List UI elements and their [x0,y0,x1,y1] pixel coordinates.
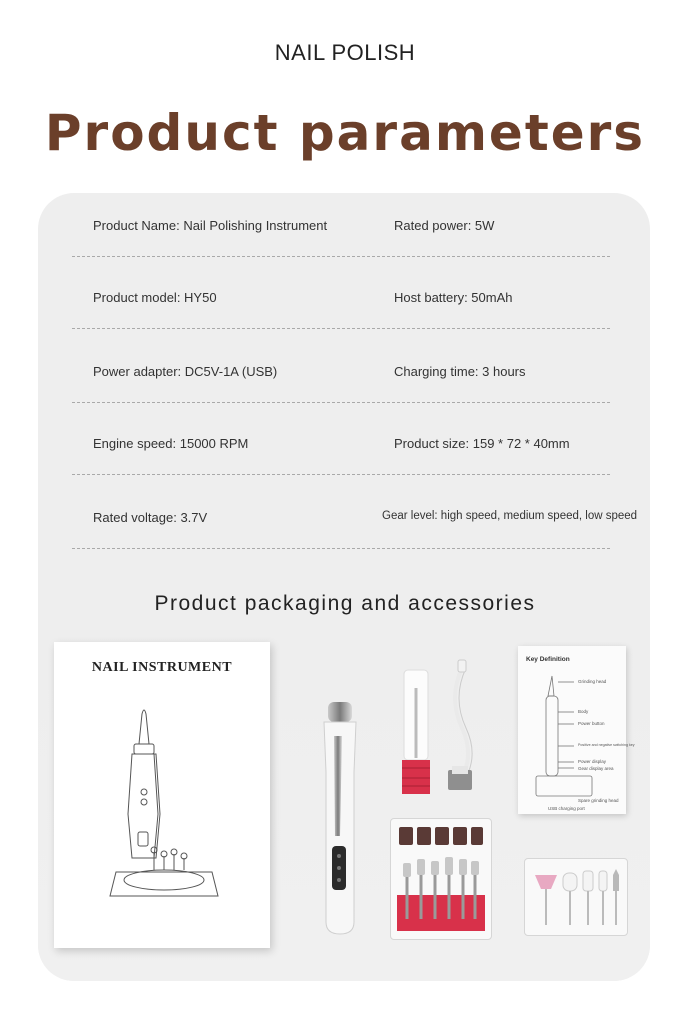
drill-bits-icon [391,819,491,939]
polishing-heads-icon [525,859,627,935]
param-product-model: Product model: HY50 [93,290,217,305]
param-product-size: Product size: 159 * 72 * 40mm [394,436,570,451]
param-engine-speed: Engine speed: 15000 RPM [93,436,249,451]
nail-drill-pen-icon [310,696,370,946]
page-title: Product parameters [44,104,646,162]
param-row [72,256,610,329]
manual-title: Key Definition [526,656,570,663]
param-row [72,402,610,475]
manual-diagram-icon [518,646,626,814]
manual-label: USB charging port [548,806,585,811]
param-gear-level: Gear level: high speed, medium speed, low speed [382,510,638,522]
param-row [72,330,610,403]
param-row [72,184,610,257]
bit-case [390,818,492,940]
param-rated-power: Rated power: 5W [394,218,495,233]
manual-label: Positive and negative switching key [578,743,635,747]
param-product-name: Product Name: Nail Polishing Instrument [93,218,328,233]
manual-label: Spare grinding head [578,798,619,803]
manual-label: Power button [578,721,605,726]
product-photo [38,628,650,981]
param-power-adapter: Power adapter: DC5V-1A (USB) [93,364,278,379]
manual-label: Body [578,709,589,714]
param-rated-voltage: Rated voltage: 3.7V [93,510,208,525]
instruction-manual [518,646,635,814]
manual-label: Gear display area [578,766,614,771]
param-row [72,476,638,549]
box-label: NAIL INSTRUMENT [91,660,233,675]
manual-label: Power display [578,759,607,764]
eyebrow-title: NAIL POLISH [274,40,416,65]
packaging-heading: Product packaging and accessories [154,592,536,615]
device-line-drawing-icon [54,642,270,948]
manual-label: Grinding head [578,679,607,684]
accessory-case [524,858,628,936]
grinding-bit-tube-icon [398,668,438,798]
param-host-battery: Host battery: 50mAh [394,290,513,305]
usb-cable-icon [440,658,500,798]
retail-box [54,642,270,948]
param-charging-time: Charging time: 3 hours [394,364,526,379]
